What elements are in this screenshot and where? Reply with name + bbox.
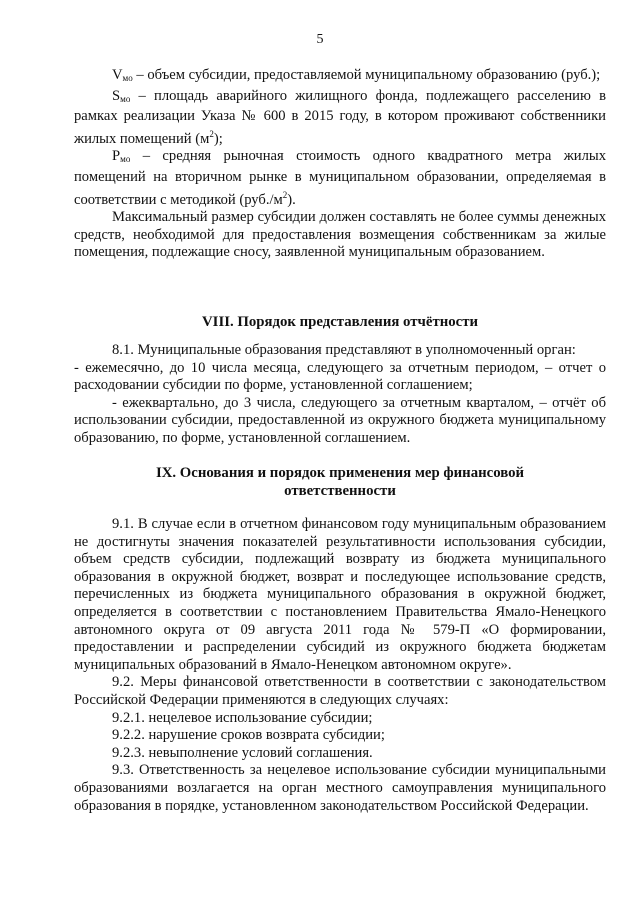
section-9-body <box>74 516 606 815</box>
definition-p: $P_{мо}$ – средняя рыночная стоимость одного квадратного метра жилых помещений на вторичном рынке в муниципальном образовании, определяемая в соответствии с методикой $(руб./м^2)$. <box>74 148 606 208</box>
clause-9-3: 9.3. Ответственность за нецелевое использование субсидии муниципальными образованиями возлагается на орган местного самоуправления муниципального образования в порядке, установленном законодательством Российской Федерации. <box>74 762 606 814</box>
section-9-heading-block <box>74 464 606 500</box>
clause-8-1-quarterly: - ежеквартально, до 3 числа, следующего за отчетным кварталом, – отчёт об использовании субсидии, предоставленной из окружного бюджета муниципальному образованию, по форме, установленной соглашением. <box>74 394 606 446</box>
section-9-heading-line1: IX. Основания и порядок применения мер финансовой <box>155 465 525 481</box>
definition-s: $S_{мо}$ – площадь аварийного жилищного фонда, подлежащего расселению в рамках реализации Указа № 600 в 2015 году, в котором проживают собственники жилых помещений $(м^2)$; <box>74 87 606 147</box>
section-8-heading-block <box>74 313 606 331</box>
page-number: 5 <box>316 32 324 47</box>
clause-9-2: 9.2. Меры финансовой ответственности в соответствии с законодательством Российской Федерации применяются в следующих случаях: <box>74 674 606 708</box>
clause-9-2-2: 9.2.2. нарушение сроков возврата субсидии; <box>112 727 385 744</box>
definition-v: $V_{мо}$ – объем субсидии, предоставляемой муниципальному образованию (руб.); <box>112 67 601 83</box>
clause-9-2-3: 9.2.3. невыполнение условий соглашения. <box>112 744 373 761</box>
clause-8-1: 8.1. Муниципальные образования представляют в уполномоченный орган: <box>112 342 576 358</box>
clause-9-2-1: 9.2.1. нецелевое использование субсидии; <box>112 709 373 726</box>
clause-8-1-monthly: - ежемесячно, до 10 числа месяца, следующего за отчетным периодом, – отчет о расходовании субсидии по форме, установленной соглашением; <box>74 359 606 394</box>
section-9-heading-line2: ответственности <box>284 483 396 499</box>
section-8-heading: VIII. Порядок представления отчётности <box>202 314 478 330</box>
clause-9-1: 9.1. В случае если в отчетном финансовом году муниципальным образованием не достигнуты значения показателей результативности использования субсидии, объем средств субсидии, подлежащий возврату из бюджета муниципального образования в окружной бюджет, возврат и последующее использование средств, перечисленных из бюджета муниципального образования в окружной бюджет, определяется в соответствии с постановлением Правительства Ямало-Ненецкого автономного округа от 09 августа 2011 года № 579-П «О формировании, предоставлении и распределении субсидий из окружного бюджета бюджетам муниципальных образований в Ямало-Ненецком автономном округе». <box>74 516 606 673</box>
definitions-block <box>74 67 606 262</box>
max-subsidy-paragraph: Максимальный размер субсидии должен составлять не более суммы денежных средств, необходимой для предоставления возмещения собственникам за жилые помещения, подлежащие сносу, заявленной муниципальным образованием. <box>74 209 606 261</box>
section-8-body <box>74 342 606 448</box>
